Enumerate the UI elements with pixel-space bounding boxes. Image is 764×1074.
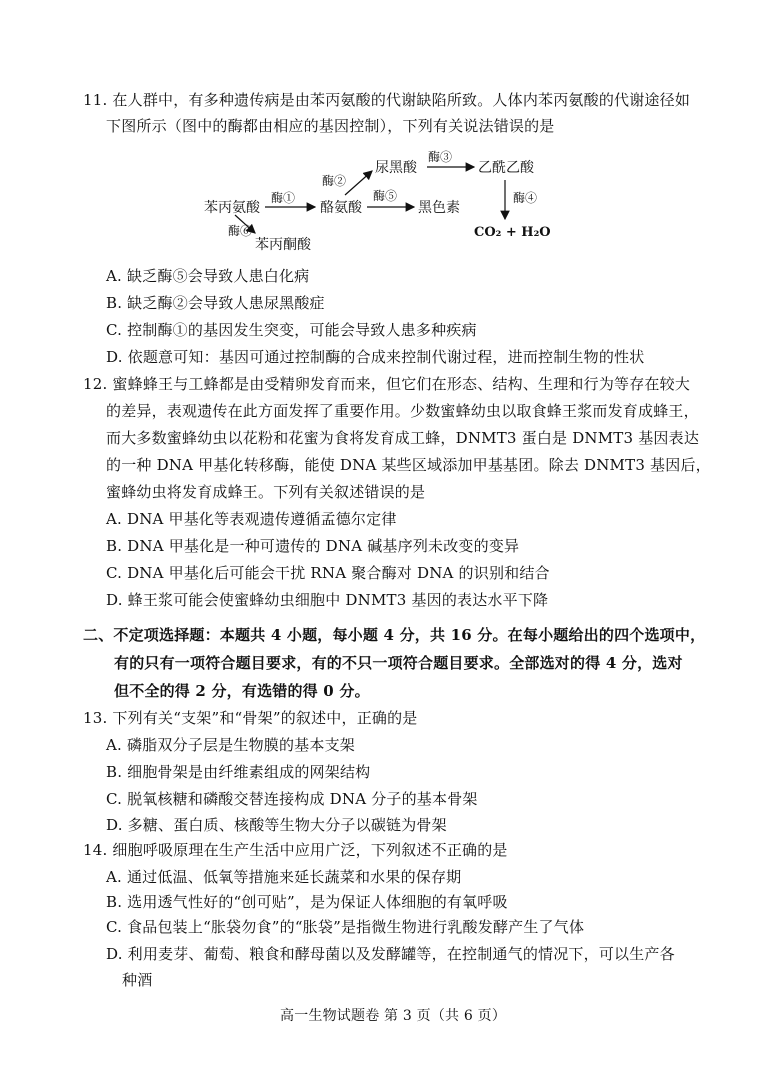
enzyme-2-label: 酶②	[322, 174, 347, 188]
q11-option-c: C. 控制酶①的基因发生突变，可能会导致人患多种疾病	[106, 321, 477, 339]
q14-stem: 14. 细胞呼吸原理在生产生活中应用广泛，下列叙述不正确的是	[83, 841, 508, 859]
arrow-tyr-to-homogentisic	[345, 171, 372, 195]
q13-option-a: A. 磷脂双分子层是生物膜的基本支架	[106, 736, 355, 754]
metabolic-pathway-diagram	[195, 145, 555, 257]
phenylalanine-label: 苯丙氨酸	[204, 200, 260, 216]
tyrosine-label: 酪氨酸	[320, 200, 362, 216]
q12-option-a: A. DNA 甲基化等表观遗传遵循孟德尔定律	[106, 510, 397, 528]
q12-stem-line3: 而大多数蜜蜂幼虫以花粉和花蜜为食将发育成工蜂，DNMT3 蛋白是 DNMT3 基因表达	[106, 429, 700, 447]
q11-stem-line1: 11. 在人群中，有多种遗传病是由苯丙氨酸的代谢缺陷所致。人体内苯丙氨酸的代谢途径如	[83, 91, 691, 109]
enzyme-3-label: 酶③	[428, 150, 453, 164]
q11-stem-line2: 下图所示（图中的酶都由相应的基因控制），下列有关说法错误的是	[106, 117, 555, 135]
melanin-label: 黑色素	[418, 200, 460, 216]
q14-option-c: C. 食品包装上“胀袋勿食”的“胀袋”是指微生物进行乳酸发酵产生了气体	[106, 918, 585, 936]
q11-option-b: B. 缺乏酶②会导致人患尿黑酸症	[106, 294, 325, 312]
acetoacetate-label: 乙酰乙酸	[478, 160, 534, 176]
page-footer: 高一生物试题卷 第 3 页（共 6 页）	[280, 1008, 507, 1024]
section2-heading-line1: 二、不定项选择题：本题共 4 小题，每小题 4 分，共 16 分。在每小题给出的四个选项中，	[83, 626, 706, 644]
q13-option-d: D. 多糖、蛋白质、核酸等生物大分子以碳链为骨架	[106, 816, 447, 834]
q12-option-d: D. 蜂王浆可能会使蜜蜂幼虫细胞中 DNMT3 基因的表达水平下降	[106, 591, 549, 609]
q14-option-b: B. 选用透气性好的“创可贴”，是为保证人体细胞的有氧呼吸	[106, 893, 508, 911]
section2-heading-line2: 有的只有一项符合题目要求，有的不只一项符合题目要求。全部选对的得 4 分，选对	[114, 654, 683, 672]
q13-option-c: C. 脱氧核糖和磷酸交替连接构成 DNA 分子的基本骨架	[106, 790, 478, 808]
phenylpyruvate-label: 苯丙酮酸	[255, 237, 311, 253]
q12-option-c: C. DNA 甲基化后可能会干扰 RNA 聚合酶对 DNA 的识别和结合	[106, 564, 550, 582]
enzyme-4-label: 酶④	[513, 191, 538, 205]
q12-stem-line5: 蜜蜂幼虫将发育成蜂王。下列有关叙述错误的是	[106, 483, 426, 501]
homogentisic-acid-label: 尿黑酸	[375, 160, 417, 176]
q12-stem-line2: 的差异，表观遗传在此方面发挥了重要作用。少数蜜蜂幼虫以取食蜂王浆而发育成蜂王，	[106, 402, 699, 420]
q13-stem: 13. 下列有关“支架”和“骨架”的叙述中，正确的是	[83, 709, 418, 727]
q11-option-a: A. 缺乏酶⑤会导致人患白化病	[106, 267, 310, 285]
co2-h2o-label: CO₂ + H₂O	[474, 225, 551, 240]
q14-option-a: A. 通过低温、低氧等措施来延长蔬菜和水果的保存期	[106, 868, 462, 886]
q13-option-b: B. 细胞骨架是由纤维素组成的网架结构	[106, 763, 371, 781]
enzyme-5-label: 酶⑤	[373, 189, 398, 203]
q14-option-d-line1: D. 利用麦芽、葡萄、粮食和酵母菌以及发酵罐等，在控制通气的情况下，可以生产各	[106, 945, 675, 963]
enzyme-6-label: 酶⑥	[228, 224, 253, 238]
q11-option-d: D. 依题意可知：基因可通过控制酶的合成来控制代谢过程，进而控制生物的性状	[106, 348, 645, 366]
q14-option-d-line2: 种酒	[122, 971, 153, 989]
q12-option-b: B. DNA 甲基化是一种可遗传的 DNA 碱基序列未改变的变异	[106, 537, 520, 555]
enzyme-1-label: 酶①	[271, 191, 296, 205]
section2-heading-line3: 但不全的得 2 分，有选错的得 0 分。	[114, 682, 370, 700]
q12-stem-line1: 12. 蜜蜂蜂王与工蜂都是由受精卵发育而来，但它们在形态、结构、生理和行为等存在较大	[83, 375, 691, 393]
q12-stem-line4: 的一种 DNA 甲基化转移酶，能使 DNA 某些区域添加甲基基团。除去 DNMT3 基因后，	[106, 456, 711, 474]
